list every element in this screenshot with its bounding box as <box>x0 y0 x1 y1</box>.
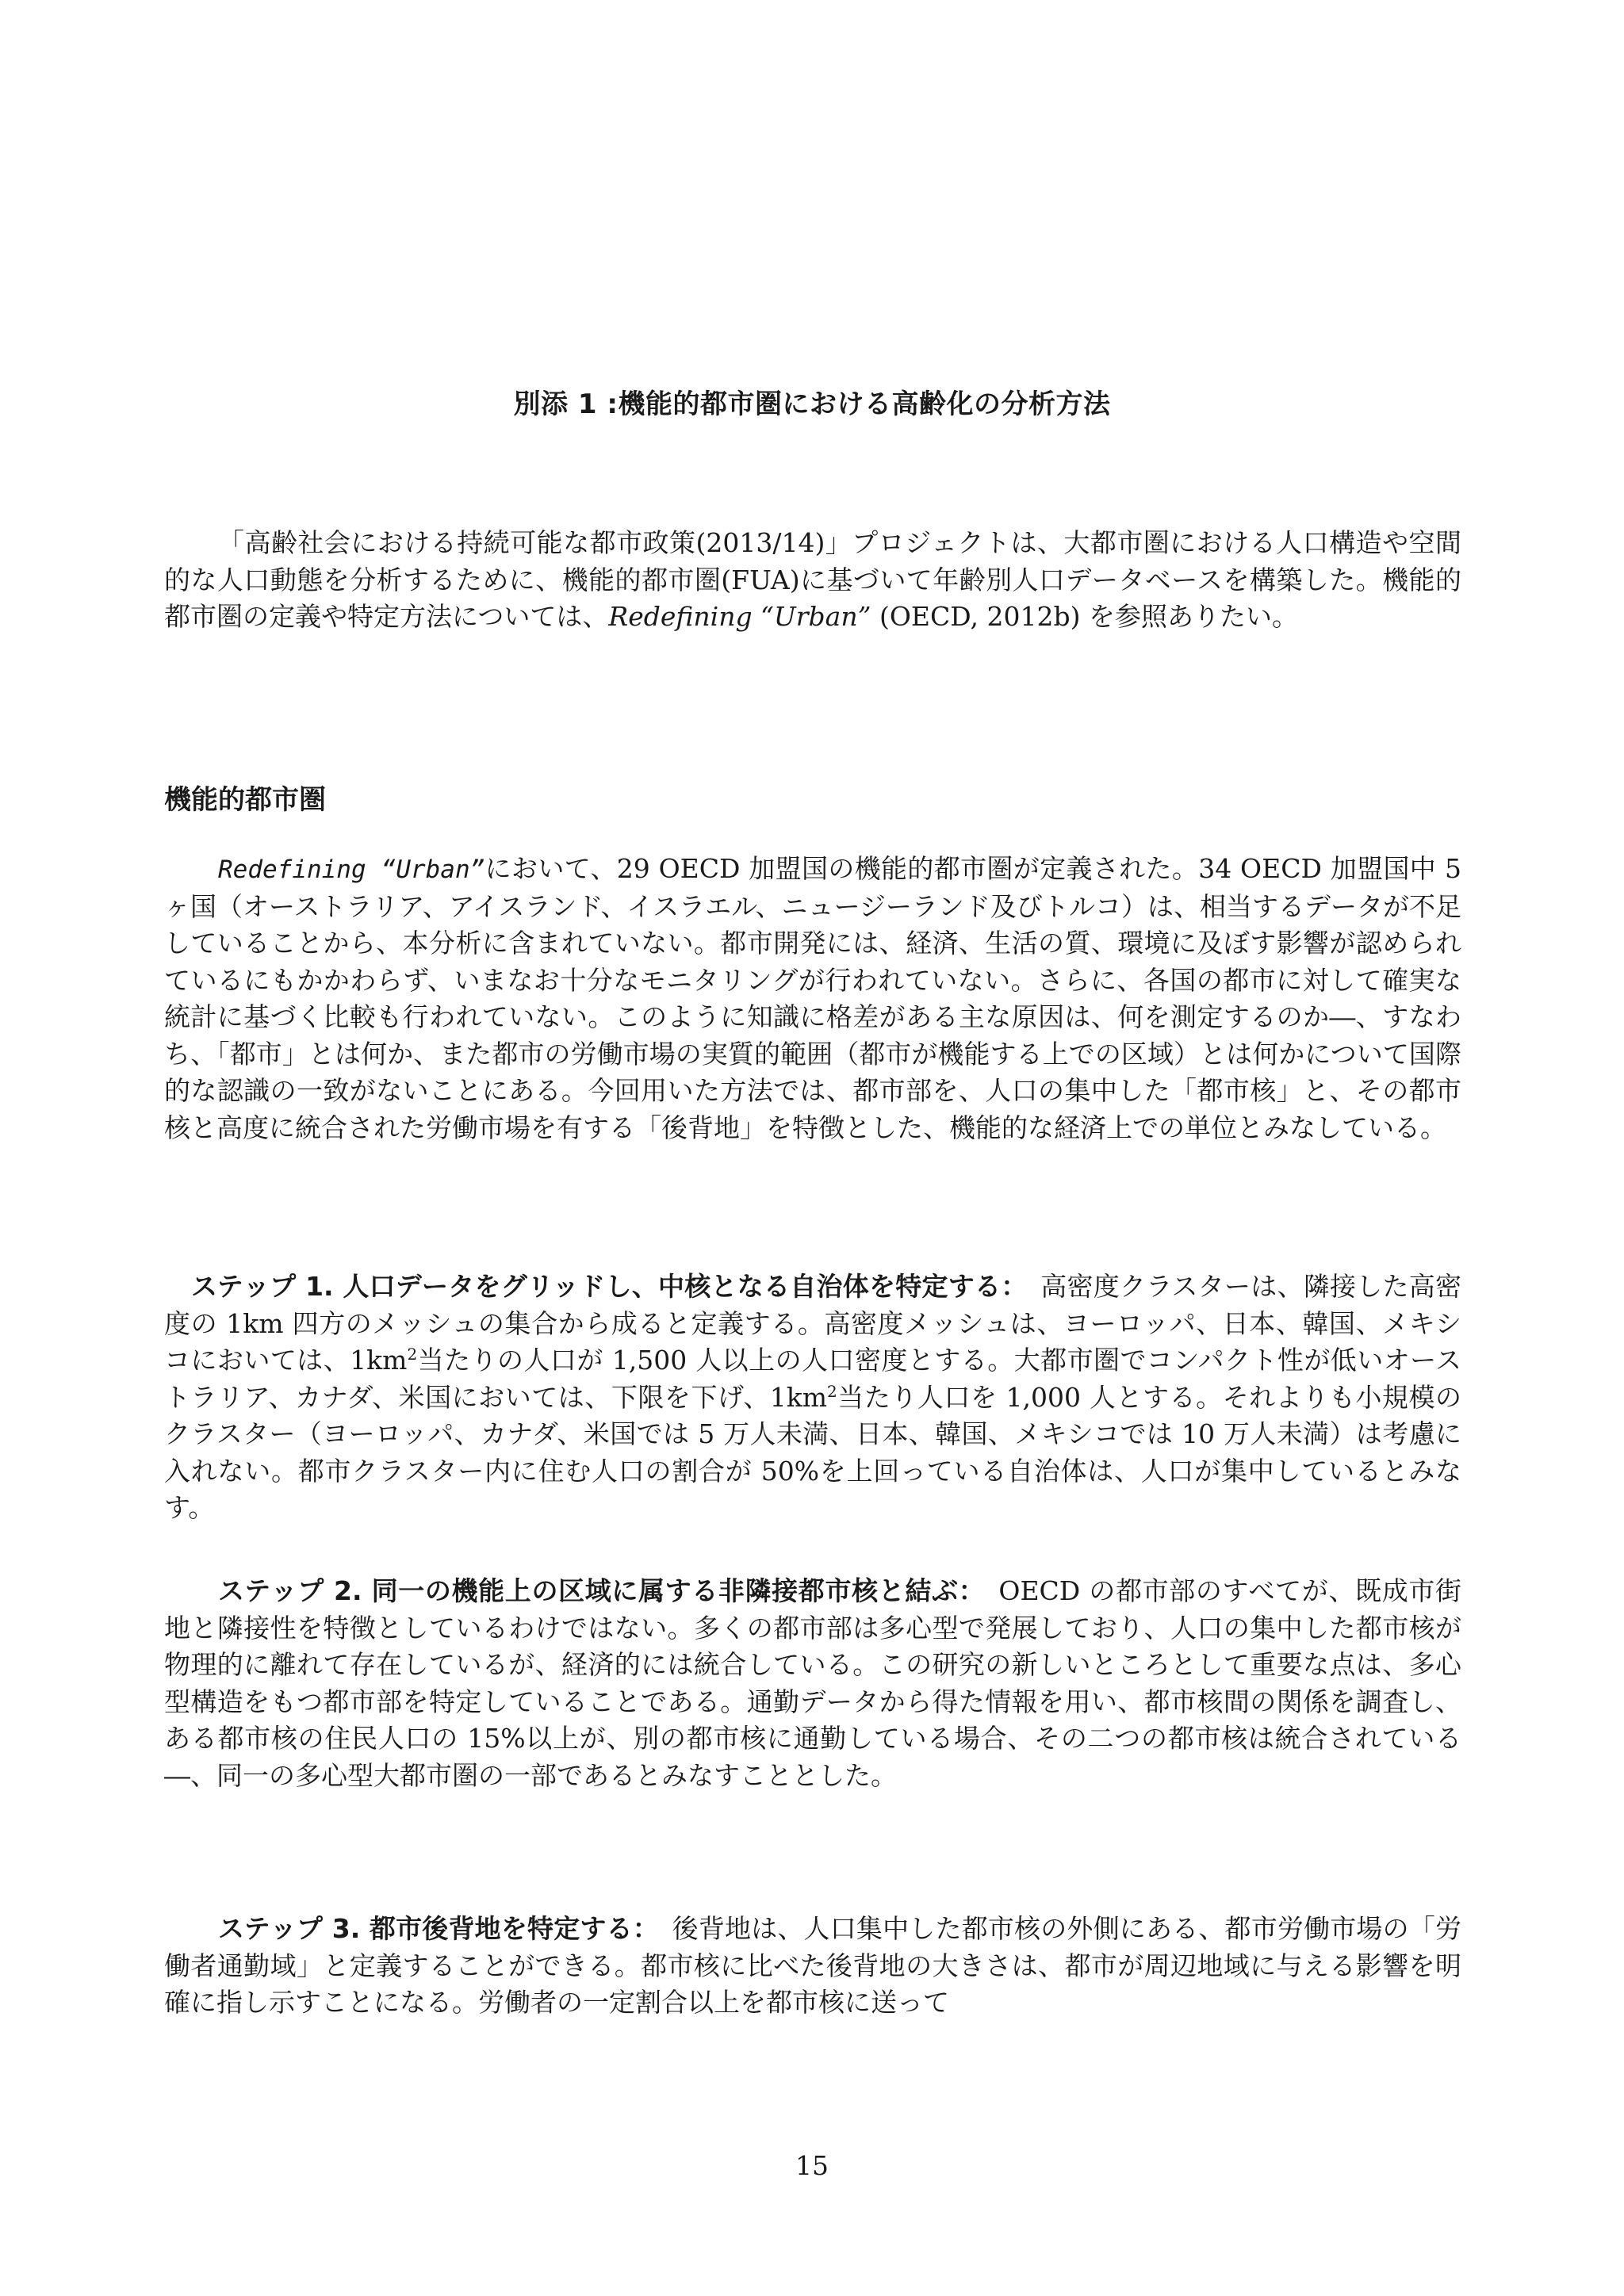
fua-text: において、29 OECD 加盟国の機能的都市圏が定義された。34 OECD 加盟国中 5 ヶ国（オーストラリア、アイスランド、イスラエル、ニュージーランド及びトルコ）は、相当するデータが不足していることから、本分析に含まれていない。都市開発には、経済、生活の質、環境に及ぼす影響が認められているにもかかわらず、いまなお十分なモニタリングが行われていない。さらに、各国の都市に対して確実な統計に基づく比較も行われていない。このように知識に格差がある主な原因は、何を測定するのか―、すなわち、「都市」とは何か、また都市の労働市場の実質的範囲（都市が機能する上での区域）とは何かについて国際的な認識の一致がないことにある。今回用いた方法では、都市部を、人口の集中した「都市核」と、その都市核と高度に統合された労働市場を有する「後背地」を特徴とした、機能的な経済上での単位とみなしている。 <box>164 853 1462 1143</box>
fua-paragraph <box>164 851 1461 1146</box>
intro-text: 「高齢社会における持続可能な都市政策(2013/14)」プロジェクトは、大都市圏における人口構造や空間的な人口動態を分析するために、機能的都市圏(FUA)に基づいて年齢別人口データベースを構築した。機能的都市圏の定義や特定方法については、 <box>164 527 1461 632</box>
step2-text: OECD の都市部のすべてが、既成市街地と隣接性を特徴としているわけではない。多くの都市部は多心型で発展しており、人口の集中した都市核が物理的に離れて存在しているが、経済的には統合している。この研究の新しいところとして重要な点は、多心型構造をもつ都市部を特定していることである。通勤データから得た情報を用い、都市核間の関係を調査し、ある都市核の住民人口の 15%以上が、別の都市核に通勤している場合、その二つの都市核は統合されている―、同一の多心型大都市圏の一部であるとみなすこととした。 <box>164 1575 1462 1791</box>
step3-label: ステップ 3. 都市後背地を特定する： <box>218 1913 646 1944</box>
intro-reference-title: Redefining “Urban” <box>608 601 871 632</box>
step1-text-c: 当たり人口を 1,000 人とする。それよりも小規模のクラスター（ヨーロッパ、カナダ、米国では 5 万人未満、日本、韓国、メキシコでは 10 万人未満）は考慮に入れない。都市クラスター内に住む人口の割合が 50%を上回っている自治体は、人口が集中しているとみなす。 <box>164 1381 1462 1523</box>
step1-superscript-a: 2 <box>407 1345 418 1364</box>
fua-reference-title: Redefining “Urban” <box>218 855 485 884</box>
step2-paragraph <box>164 1573 1461 1794</box>
intro-text-end: (OECD, 2012b) を参照ありたい。 <box>871 601 1298 632</box>
step2-label: ステップ 2. 同一の機能上の区域に属する非隣接都市核と結ぶ： <box>218 1575 972 1606</box>
step1-text-b: 当たりの人口が 1,500 人以上の人口密度とする。大都市圏でコンパクト性が低いオーストラリア、カナダ、米国においては、下限を下げ、1km <box>164 1345 1461 1413</box>
step1-text-a: 高密度クラスターは、隣接した高密度の 1km 四方のメッシュの集合から成ると定義する。高密度メッシュは、ヨーロッパ、日本、韓国、メキシコにおいては、1km <box>164 1271 1461 1376</box>
step1-paragraph <box>164 1269 1461 1527</box>
annex-title: 別添 1 :機能的都市圏における高齢化の分析方法 <box>513 388 1111 420</box>
section-heading: 機能的都市圏 <box>164 784 326 816</box>
step1-superscript-b: 2 <box>827 1381 837 1401</box>
step1-label: ステップ 1. 人口データをグリッドし、中核となる自治体を特定する： <box>191 1271 1014 1302</box>
step3-text: 後背地は、人口集中した都市核の外側にある、都市労働市場の「労働者通勤域」と定義することができる。都市核に比べた後背地の大きさは、都市が周辺地域に与える影響を明確に指し示すことになる。労働者の一定割合以上を都市核に送って <box>164 1913 1461 2018</box>
intro-paragraph <box>164 525 1461 636</box>
step3-paragraph <box>164 1911 1461 2022</box>
page-number: 15 <box>795 2150 829 2181</box>
